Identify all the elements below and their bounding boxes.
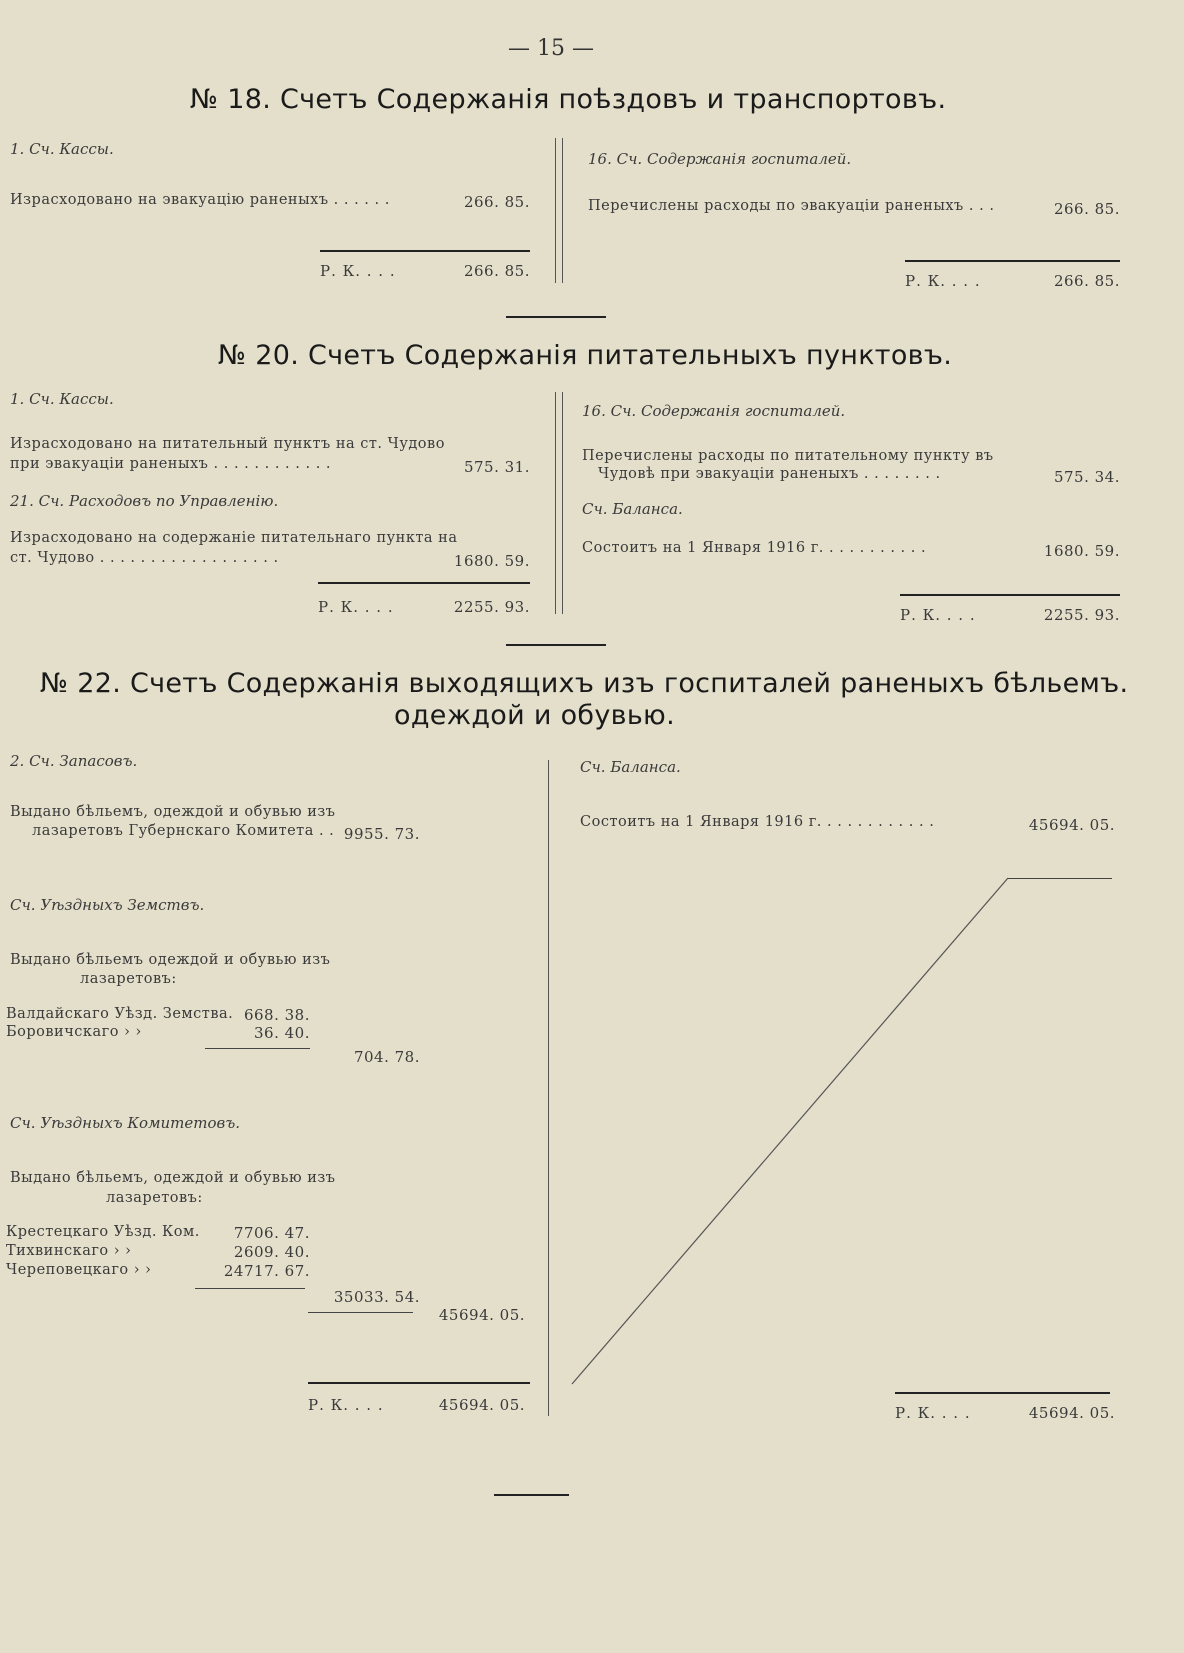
s20-left-account-2: 21. Сч. Расходовъ по Управленію. <box>10 492 279 510</box>
committee-row-amount: 7706. 47. <box>233 1224 310 1242</box>
s18-right-total-rule <box>905 260 1120 262</box>
s20-right-entry2-amount: 1680. 59. <box>1043 542 1120 560</box>
s22-right-rk-label: Р. К. . . . <box>895 1404 971 1422</box>
s22-column-divider <box>548 760 549 1416</box>
s22-left-entry3-total: 35033. 54. <box>333 1288 420 1306</box>
s20-left-entry2-line1: Израсходовано на содержаніе питательнаго пункта на <box>10 530 458 546</box>
s18-left-entry-text: Израсходовано на эвакуацію раненыхъ . . . . . . <box>10 192 390 208</box>
s22-left-entry2-line2: лазаретовъ: <box>80 971 177 987</box>
s20-left-total-rule <box>318 582 530 584</box>
s20-column-divider-2 <box>562 392 563 614</box>
s22-left-entry3-line2: лазаретовъ: <box>106 1190 203 1206</box>
section-20-title: № 20. Счетъ Содержанія питательныхъ пунктовъ. <box>218 340 953 371</box>
s22-right-rk-amount: 45694. 05. <box>1028 1404 1115 1422</box>
s18-left-account: 1. Сч. Кассы. <box>10 140 114 158</box>
s20-right-entry1-amount: 575. 34. <box>1053 468 1120 486</box>
s22-left-rk-label: Р. К. . . . <box>308 1396 384 1414</box>
committee-row-name: Крестецкаго Уѣзд. Ком. <box>6 1224 200 1240</box>
s22-right-account-1: Сч. Баланса. <box>580 758 681 776</box>
s20-right-rk-amount: 2255. 93. <box>1043 606 1120 624</box>
s18-column-divider-2 <box>562 138 563 283</box>
zemstvo-subtotal-rule <box>205 1048 310 1049</box>
committee-row-amount: 24717. 67. <box>223 1262 310 1280</box>
s20-left-entry2-amount: 1680. 59. <box>453 552 530 570</box>
s18-right-rk-label: Р. К. . . . <box>905 272 981 290</box>
s22-left-entry1-line1: Выдано бѣльемъ, одеждой и обувью изъ <box>10 804 336 820</box>
s20-left-entry2-line2: ст. Чудово . . . . . . . . . . . . . . . . . . <box>10 550 279 566</box>
s22-left-entry2-line1: Выдано бѣльемъ одеждой и обувью изъ <box>10 952 331 968</box>
s22-left-entry1-line2: лазаретовъ Губернскаго Комитета . . <box>32 823 335 839</box>
s22-right-cancel-slash <box>570 876 1010 1386</box>
s20-left-rk-amount: 2255. 93. <box>453 598 530 616</box>
s18-left-entry-amount: 266. 85. <box>463 193 530 211</box>
s20-right-entry1-line2: Чудовѣ при эвакуаціи раненыхъ . . . . . . . . <box>598 466 941 482</box>
s18-right-entry-amount: 266. 85. <box>1053 200 1120 218</box>
section-22-title-line1: № 22. Счетъ Содержанія выходящихъ изъ госпиталей раненыхъ бѣльемъ. <box>40 668 1129 699</box>
s18-left-rk-amount: 266. 85. <box>463 262 530 280</box>
s18-left-rk-label: Р. К. . . . <box>320 262 396 280</box>
s20-left-entry1-line1: Израсходовано на питательный пунктъ на ст. Чудово <box>10 436 445 452</box>
s22-left-entry1-amount: 9955. 73. <box>343 825 420 843</box>
s22-right-total-rule <box>895 1392 1110 1394</box>
s18-column-divider <box>555 138 556 283</box>
committee-row-amount: 2609. 40. <box>233 1243 310 1261</box>
s22-right-entry1-text: Состоитъ на 1 Января 1916 г. . . . . . . . . . . . <box>580 814 935 830</box>
page-end-rule <box>494 1494 569 1496</box>
s20-left-account-1: 1. Сч. Кассы. <box>10 390 114 408</box>
page-number: — 15 — <box>508 36 594 61</box>
committee-subtotal-rule <box>195 1288 305 1289</box>
section-22-title-line2: одеждой и обувью. <box>394 700 675 731</box>
s18-left-total-rule <box>320 250 530 252</box>
s20-right-account-2: Сч. Баланса. <box>582 500 683 518</box>
s22-left-entry3-line1: Выдано бѣльемъ, одеждой и обувью изъ <box>10 1170 336 1186</box>
s20-right-entry1-line1: Перечислены расходы по питательному пункту въ <box>582 448 994 464</box>
s22-left-account-3: Сч. Уѣздныхъ Комитетовъ. <box>10 1114 241 1132</box>
zemstvo-row-name: Валдайскаго Уѣзд. Земства. <box>6 1006 234 1022</box>
s22-left-grand-total: 45694. 05. <box>438 1306 525 1324</box>
zemstvo-row-amount: 36. 40. <box>254 1024 310 1042</box>
s22-left-account-1: 2. Сч. Запасовъ. <box>10 752 138 770</box>
s18-right-rk-amount: 266. 85. <box>1053 272 1120 290</box>
s18-end-rule <box>506 316 606 318</box>
s20-end-rule <box>506 644 606 646</box>
s20-left-entry1-amount: 575. 31. <box>463 458 530 476</box>
s20-left-entry1-line2: при эвакуаціи раненыхъ . . . . . . . . . . . . <box>10 456 332 472</box>
s22-left-account-2: Сч. Уѣздныхъ Земствъ. <box>10 896 205 914</box>
s18-right-account: 16. Сч. Содержанія госпиталей. <box>588 150 852 168</box>
s22-right-blank-rule <box>1008 878 1112 879</box>
s22-left-rk-amount: 45694. 05. <box>438 1396 525 1414</box>
s18-right-entry-text: Перечислены расходы по эвакуаціи раненыхъ . . . <box>588 198 995 214</box>
zemstvo-row-name: Боровичскаго › › <box>6 1024 142 1040</box>
s22-left-total-rule <box>308 1382 530 1384</box>
section-18-title: № 18. Счетъ Содержанія поѣздовъ и транспортовъ. <box>190 84 947 115</box>
zemstvo-row-amount: 668. 38. <box>243 1006 310 1024</box>
s20-right-total-rule <box>900 594 1120 596</box>
s22-right-entry1-amount: 45694. 05. <box>1028 816 1115 834</box>
committee-row-name: Череповецкаго › › <box>6 1262 152 1278</box>
grand-total-rule <box>308 1312 413 1313</box>
s20-left-rk-label: Р. К. . . . <box>318 598 394 616</box>
s20-right-entry2-text: Состоитъ на 1 Января 1916 г. . . . . . . . . . . <box>582 540 927 556</box>
s22-left-entry2-total: 704. 78. <box>353 1048 420 1066</box>
committee-row-name: Тихвинскаго › › <box>6 1243 132 1259</box>
s20-right-account-1: 16. Сч. Содержанія госпиталей. <box>582 402 846 420</box>
s20-column-divider <box>555 392 556 614</box>
s20-right-rk-label: Р. К. . . . <box>900 606 976 624</box>
